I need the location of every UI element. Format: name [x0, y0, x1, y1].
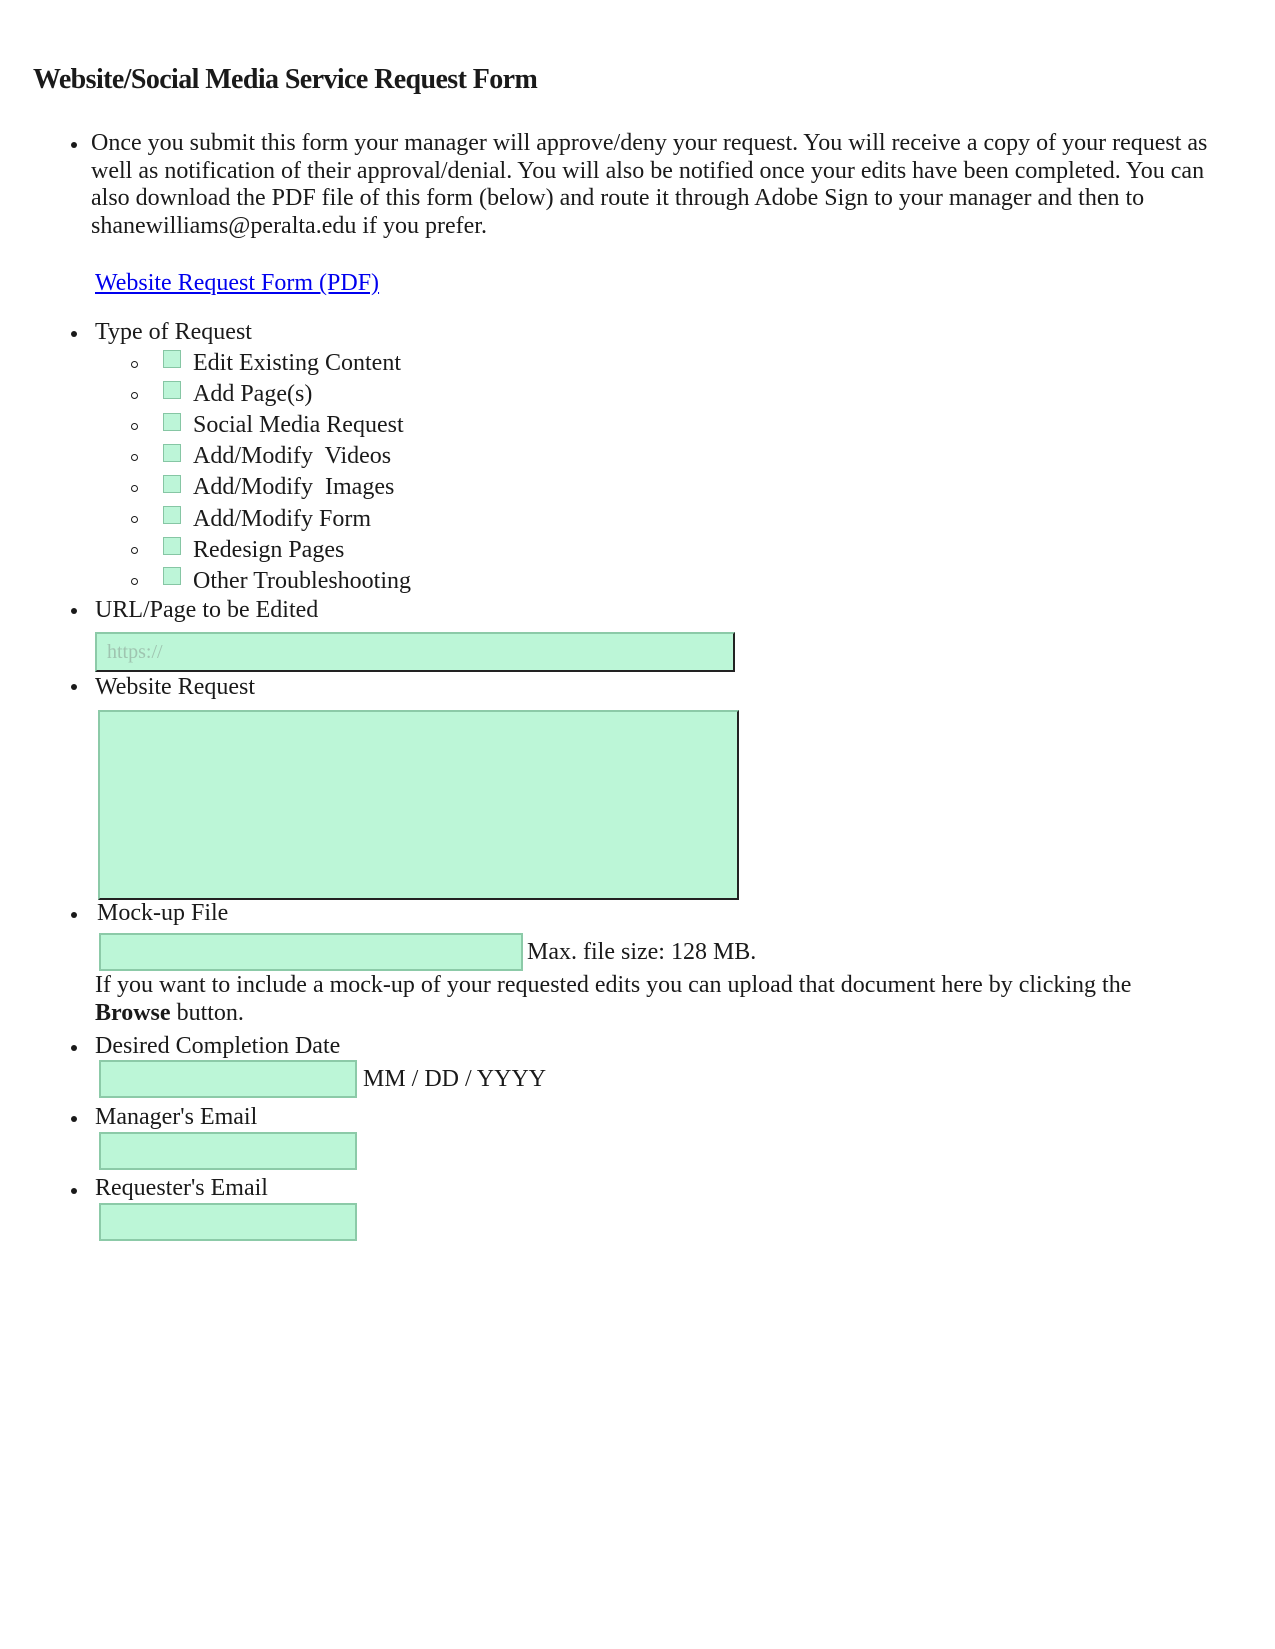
completion-date-label: Desired Completion Date: [95, 1033, 341, 1059]
list-bullet: [71, 331, 77, 337]
checkbox-redesign-pages[interactable]: [163, 537, 181, 555]
requester-email-input[interactable]: [99, 1203, 357, 1241]
checkbox-add-pages[interactable]: [163, 381, 181, 399]
checkbox-other-troubleshooting[interactable]: [163, 567, 181, 585]
website-request-textarea[interactable]: [98, 710, 739, 900]
manager-email-label: Manager's Email: [95, 1104, 258, 1130]
option-label: Social Media Request: [193, 412, 404, 438]
website-request-label: Website Request: [95, 674, 256, 700]
checkbox-social-media-request[interactable]: [163, 413, 181, 431]
sub-bullet: [131, 423, 138, 430]
date-format-hint: MM / DD / YYYY: [363, 1066, 547, 1092]
sub-bullet: [131, 361, 138, 368]
list-bullet: [71, 1188, 77, 1194]
mockup-help: [95, 972, 1235, 1027]
sub-bullet: [131, 454, 138, 461]
sub-bullet: [131, 547, 138, 554]
manager-email-input[interactable]: [99, 1132, 357, 1170]
url-label: URL/Page to be Edited: [95, 597, 319, 623]
option-label: Add/Modify Images: [193, 474, 395, 500]
checkbox-add-modify-images[interactable]: [163, 475, 181, 493]
option-label: Add Page(s): [193, 381, 313, 407]
list-bullet: [71, 608, 77, 614]
sub-bullet: [131, 485, 138, 492]
sub-bullet: [131, 516, 138, 523]
checkbox-edit-existing-content[interactable]: [163, 350, 181, 368]
url-input[interactable]: https://: [95, 632, 735, 672]
list-bullet: [71, 912, 77, 918]
pdf-form-link[interactable]: Website Request Form (PDF): [95, 270, 380, 296]
max-file-size: Max. file size: 128 MB.: [527, 939, 757, 965]
list-bullet: [71, 1116, 77, 1122]
request-type-label: Type of Request: [95, 319, 252, 345]
sub-bullet: [131, 578, 138, 585]
option-label: Redesign Pages: [193, 537, 345, 563]
list-bullet: [71, 142, 77, 148]
page-title: Website/Social Media Service Request Form: [33, 64, 538, 95]
browse-word: Browse: [95, 999, 171, 1026]
mockup-help-after: button.: [176, 999, 244, 1026]
completion-date-input[interactable]: [99, 1060, 357, 1098]
option-label: Add/Modify Form: [193, 506, 372, 532]
option-label: Add/Modify Videos: [193, 443, 392, 469]
option-label: Edit Existing Content: [193, 350, 401, 376]
mockup-label: Mock-up File: [97, 900, 229, 926]
list-bullet: [71, 1045, 77, 1051]
requester-email-label: Requester's Email: [95, 1175, 268, 1201]
mockup-help-before: If you want to include a mock-up of your requested edits you can upload that document here by clicking the: [95, 972, 1132, 998]
checkbox-add-modify-form[interactable]: [163, 506, 181, 524]
option-label: Other Troubleshooting: [193, 568, 412, 594]
intro-text: Once you submit this form your manager will approve/deny your request. You will receive a copy of your request as well as notification of their approval/denial. You will also be notified once your edits have been completed. You can also download the PDF file of this form (below) and route it through Adobe Sign to your manager and then to shanewilliams@peralta.edu if you prefer.: [91, 130, 1208, 239]
list-bullet: [71, 684, 77, 690]
mockup-file-input[interactable]: [99, 933, 523, 971]
checkbox-add-modify-videos[interactable]: [163, 444, 181, 462]
sub-bullet: [131, 392, 138, 399]
